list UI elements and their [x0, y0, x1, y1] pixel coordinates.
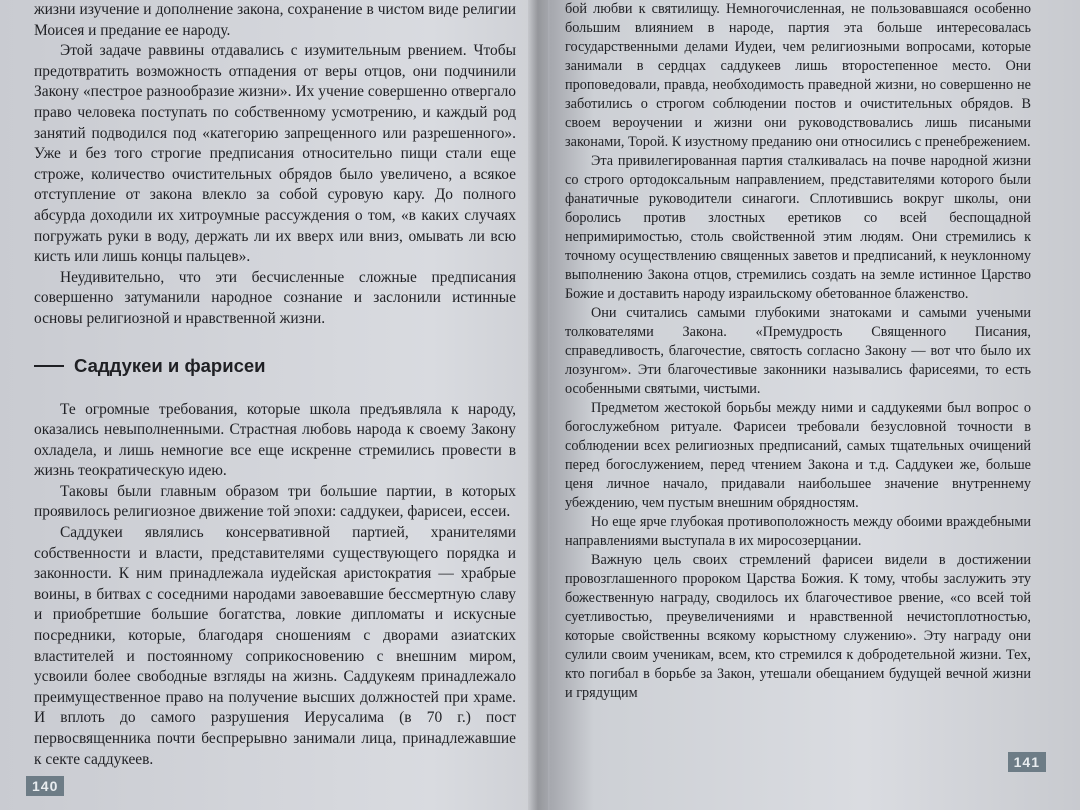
- paragraph: жизни изучение и дополнение закона, сохранение в чистом виде религии Моисея и предание ее народу.: [34, 1, 516, 39]
- section-heading-text: Саддукеи и фарисеи: [74, 354, 266, 376]
- paragraph: Они считались самыми глубокими знатоками и самыми учеными толкователями Закона. «Премудрость Священного Писания, справедливость, благочестие, святость согласно Закону — вот что было их лозунгом». Эти благочестивые законники назывались фарисеями, то есть особенными святыми, чистыми.: [565, 305, 1031, 397]
- paragraph: Таковы были главным образом три большие партии, в которых проявилось религиозное движение той эпохи: саддукеи, фарисеи, ессеи.: [34, 482, 516, 521]
- paragraph: Но еще ярче глубокая противоположность между обоими враждебными направлениями выступала в их миросозерцании.: [565, 514, 1031, 549]
- paragraph: Эта привилегированная партия сталкивалась на почве народной жизни со строго ортодоксальным направлением, представителями которого были фанатичные руководители синагоги. Сплотившись вокруг школы, они боролись против злостных еретиков со всей беспощадной непримиримостью, столь свойственной этим людям. Они стремились к точному осуществлению священных заветов и предписаний, к неуклонному выполнению Закона отцов, стремились создать на земле истинное Царство Божие и доставить народу израильскому обетованное блаженство.: [565, 153, 1031, 302]
- paragraph: Саддукеи являлись консервативной партией, хранителями собственности и власти, представителями существующего порядка и законности. К ним принадлежала иудейская аристократия — храбрые воины, в битвах с соседними народами завоевавшие бессмертную славу и приобретшие большие богатства, ловкие дипломаты и искусные посредники, которые, благодаря сношениям с дворами азиатских властителей и постоянному соприкосновению с внешним миром, усвоили более свободные взгляды на жизнь. Саддукеям принадлежало преимущественное право на получение высших должностей при храме. И вплоть до самого разрушения Иерусалима (в 70 г.) пост первосвященника почти беспрерывно занимали лица, принадлежавшие к секте саддукеев.: [34, 524, 516, 768]
- page-number-left: 140: [26, 776, 64, 796]
- left-paragraphs-bottom: [34, 400, 516, 771]
- page-number-right: 141: [1008, 752, 1046, 772]
- right-page: [545, 0, 1080, 810]
- section-heading: [34, 354, 516, 378]
- left-paragraphs-top: [34, 0, 516, 330]
- paragraph: Те огромные требования, которые школа предъявляла к народу, оказались невыполненными. Страстная любовь народа к своему Закону охладела, и лишь немногие все еще искренне стремились провести в жизнь теократическую идею.: [34, 400, 516, 480]
- right-page-text: [565, 0, 1031, 703]
- paragraph: Предметом жестокой борьбы между ними и саддукеями был вопрос о богослужебном ритуале. Фарисеи требовали безусловной точности в соблюдении всех религиозных предписаний, самых тщательных очищений перед богослужением, перед чтением Закона и т.д. Саддукеи же, больше ценя личное начало, придавали наибольшее значение внутреннему убеждению, чем пустым внешним обрядностям.: [565, 400, 1031, 511]
- paragraph: бой любви к святилищу. Немногочисленная, не пользовавшаяся особенно большим влиянием в народе, партия эта больше интересовалась государственными делами Иудеи, чем религиозными вопросами, которые занимали в сердцах саддукеев лишь второстепенное место. Они проповедовали, правда, необходимость праведной жизни, но совершенно не заботились о строгом соблюдении постов и очистительных обрядов. В своем вероучении и жизни они руководствовались лишь писаными законами, Торой. К изустному преданию они относились с пренебрежением.: [565, 1, 1031, 150]
- heading-dash: [34, 365, 64, 367]
- paragraph: Неудивительно, что эти бесчисленные сложные предписания совершенно затуманили народное сознание и заслонили истинные основы религиозной и нравственной жизни.: [34, 268, 516, 327]
- paragraph: Этой задаче раввины отдавались с изумительным рвением. Чтобы предотвратить возможность отпадения от веры отцов, они подчинили Закону «пестрое разнообразие жизни». Их учение совершенно отвергало право человека поступать по собственному усмотрению, и каждый род занятий подводился под «категорию запрещенного или разрешенного». Уже и без того строгие предписания относительно пищи стали еще строже, количество очистительных обрядов было увеличено, а всякое отступление от закона влекло за собой суровую кару. До полного абсурда доходили их хитроумные рассуждения о том, «в каких случаях погружать руки в воду, держать ли их вверх или вниз, омывать ли всю кисть или лишь концы пальцев».: [34, 42, 516, 266]
- left-page-text: [34, 0, 516, 770]
- paragraph: Важную цель своих стремлений фарисеи видели в достижении провозглашенного пророком Царства Божия. К тому, чтобы заслужить эту божественную награду, сводилось их благочестивое рвение, «со всей той суетливостью, преувеличениями и нравственной нечистоплотностью, которые свойственны всякому корыстному служению». Эту награду они сулили своим ученикам, всем, кто стремился к добродетельной жизни. Тех, кто погибал в борьбе за Закон, утешали обещанием будущей вечной жизни и грядущим: [565, 552, 1031, 701]
- left-page: [0, 0, 530, 810]
